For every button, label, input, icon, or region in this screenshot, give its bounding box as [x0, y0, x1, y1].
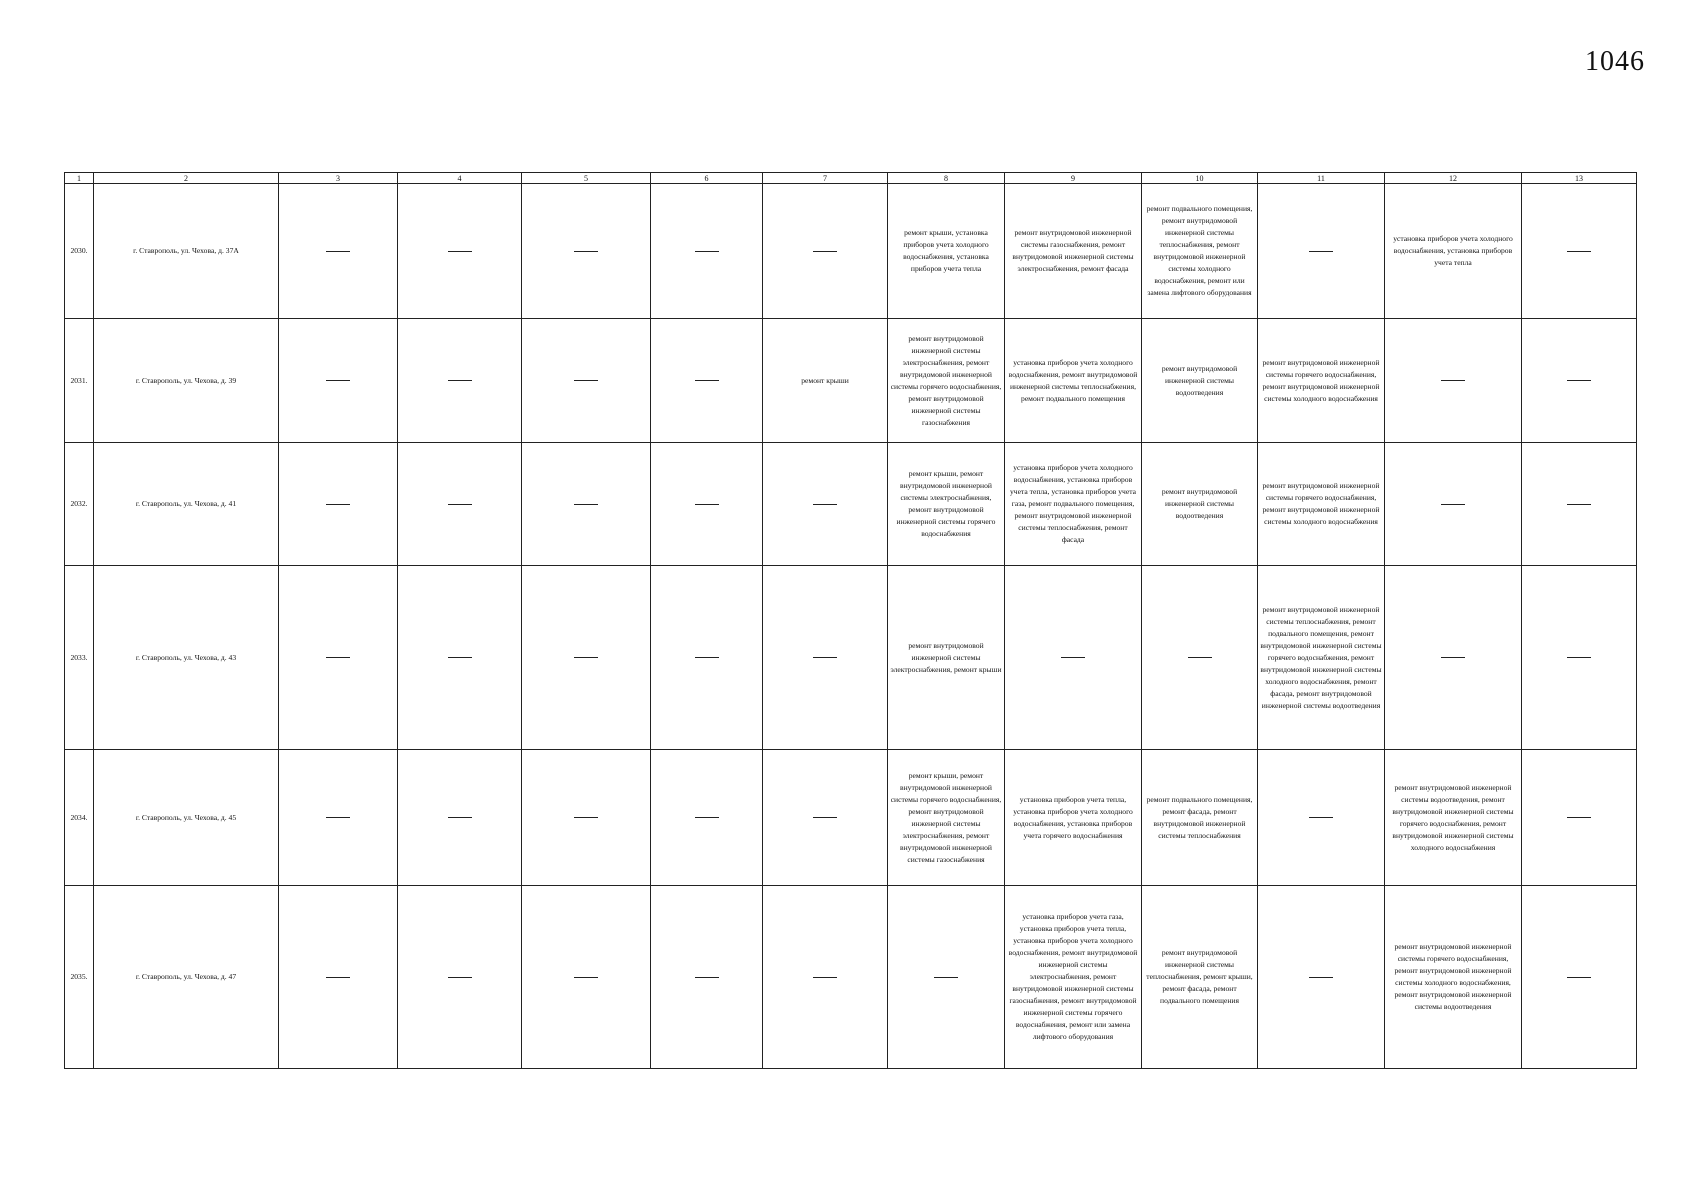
empty-dash — [574, 504, 598, 505]
cell-col-5 — [522, 750, 651, 886]
cell-col-13 — [1522, 886, 1637, 1069]
column-number-6: 6 — [651, 173, 763, 184]
cell-col-12 — [1385, 443, 1522, 566]
empty-dash — [1441, 380, 1465, 381]
cell-col-12: установка приборов учета холодного водоснабжения, установка приборов учета тепла — [1385, 184, 1522, 319]
empty-dash — [695, 977, 719, 978]
cell-col-4 — [398, 566, 522, 750]
cell-col-9: ремонт внутридомовой инженерной системы газоснабжения, ремонт внутридомовой инженерной системы электроснабжения, ремонт фасада — [1005, 184, 1142, 319]
cell-col-11: ремонт внутридомовой инженерной системы теплоснабжения, ремонт подвального помещения, ремонт внутридомовой инженерной системы горячего водоснабжения, ремонт внутридомовой инженерной системы холодного водоснабжения, ремонт фасада, ремонт внутридомовой инженерной системы водоотведения — [1258, 566, 1385, 750]
empty-dash — [574, 977, 598, 978]
cell-col-8: ремонт крыши, установка приборов учета холодного водоснабжения, установка приборов учета тепла — [888, 184, 1005, 319]
empty-dash — [813, 977, 837, 978]
cell-col-6 — [651, 886, 763, 1069]
empty-dash — [326, 251, 350, 252]
cell-col-10: ремонт подвального помещения, ремонт фасада, ремонт внутридомовой инженерной системы теплоснабжения — [1142, 750, 1258, 886]
cell-col-8: ремонт внутридомовой инженерной системы электроснабжения, ремонт внутридомовой инженерной системы горячего водоснабжения, ремонт внутридомовой инженерной системы газоснабжения — [888, 319, 1005, 443]
empty-dash — [448, 817, 472, 818]
cell-col-4 — [398, 319, 522, 443]
empty-dash — [934, 977, 958, 978]
cell-col-4 — [398, 750, 522, 886]
row-address: г. Ставрополь, ул. Чехова, д. 41 — [94, 443, 279, 566]
cell-col-11 — [1258, 184, 1385, 319]
column-number-10: 10 — [1142, 173, 1258, 184]
cell-col-3 — [279, 566, 398, 750]
cell-col-3 — [279, 750, 398, 886]
empty-dash — [813, 251, 837, 252]
empty-dash — [448, 251, 472, 252]
row-number: 2034. — [65, 750, 94, 886]
column-number-13: 13 — [1522, 173, 1637, 184]
empty-dash — [695, 251, 719, 252]
cell-col-3 — [279, 886, 398, 1069]
empty-dash — [1567, 504, 1591, 505]
cell-col-13 — [1522, 566, 1637, 750]
cell-col-6 — [651, 184, 763, 319]
empty-dash — [448, 657, 472, 658]
cell-col-12 — [1385, 319, 1522, 443]
column-number-11: 11 — [1258, 173, 1385, 184]
cell-col-8 — [888, 886, 1005, 1069]
empty-dash — [695, 504, 719, 505]
cell-col-13 — [1522, 184, 1637, 319]
cell-col-5 — [522, 566, 651, 750]
empty-dash — [326, 380, 350, 381]
column-number-8: 8 — [888, 173, 1005, 184]
cell-col-11 — [1258, 886, 1385, 1069]
empty-dash — [326, 817, 350, 818]
cell-col-12: ремонт внутридомовой инженерной системы горячего водоснабжения, ремонт внутридомовой инженерной системы холодного водоснабжения, ремонт внутридомовой инженерной системы водоотведения — [1385, 886, 1522, 1069]
cell-col-9: установка приборов учета тепла, установка приборов учета холодного водоснабжения, установка приборов учета горячего водоснабжения — [1005, 750, 1142, 886]
empty-dash — [1309, 251, 1333, 252]
empty-dash — [1188, 657, 1212, 658]
cell-col-6 — [651, 750, 763, 886]
empty-dash — [574, 380, 598, 381]
empty-dash — [1061, 657, 1085, 658]
empty-dash — [813, 504, 837, 505]
column-number-4: 4 — [398, 173, 522, 184]
cell-col-5 — [522, 184, 651, 319]
cell-col-7 — [763, 184, 888, 319]
table-row — [65, 750, 1637, 886]
cell-col-9: установка приборов учета холодного водоснабжения, установка приборов учета тепла, установка приборов учета газа, ремонт подвального помещения, ремонт внутридомовой инженерной системы теплоснабжения, ремонт фасада — [1005, 443, 1142, 566]
empty-dash — [813, 817, 837, 818]
cell-col-7 — [763, 566, 888, 750]
cell-col-4 — [398, 184, 522, 319]
cell-col-7 — [763, 750, 888, 886]
empty-dash — [1309, 977, 1333, 978]
cell-col-13 — [1522, 443, 1637, 566]
empty-dash — [448, 380, 472, 381]
cell-col-3 — [279, 184, 398, 319]
empty-dash — [326, 657, 350, 658]
cell-col-11: ремонт внутридомовой инженерной системы горячего водоснабжения, ремонт внутридомовой инженерной системы холодного водоснабжения — [1258, 443, 1385, 566]
table-row — [65, 319, 1637, 443]
empty-dash — [326, 504, 350, 505]
cell-col-9 — [1005, 566, 1142, 750]
cell-col-8: ремонт крыши, ремонт внутридомовой инженерной системы горячего водоснабжения, ремонт внутридомовой инженерной системы электроснабжения, ремонт внутридомовой инженерной системы газоснабжения — [888, 750, 1005, 886]
row-address: г. Ставрополь, ул. Чехова, д. 47 — [94, 886, 279, 1069]
table-body — [65, 173, 1637, 1069]
cell-col-5 — [522, 443, 651, 566]
cell-col-13 — [1522, 319, 1637, 443]
cell-col-6 — [651, 319, 763, 443]
cell-col-8: ремонт крыши, ремонт внутридомовой инженерной системы электроснабжения, ремонт внутридомовой инженерной системы горячего водоснабжения — [888, 443, 1005, 566]
cell-col-11: ремонт внутридомовой инженерной системы горячего водоснабжения, ремонт внутридомовой инженерной системы холодного водоснабжения — [1258, 319, 1385, 443]
column-number-2: 2 — [94, 173, 279, 184]
row-number: 2035. — [65, 886, 94, 1069]
page-number: 1046 — [1585, 46, 1645, 77]
row-address: г. Ставрополь, ул. Чехова, д. 43 — [94, 566, 279, 750]
cell-col-7 — [763, 886, 888, 1069]
cell-col-12: ремонт внутридомовой инженерной системы водоотведения, ремонт внутридомовой инженерной системы горячего водоснабжения, ремонт внутридомовой инженерной системы холодного водоснабжения — [1385, 750, 1522, 886]
empty-dash — [1567, 817, 1591, 818]
empty-dash — [1567, 657, 1591, 658]
repair-schedule-table — [64, 172, 1637, 1069]
empty-dash — [1441, 657, 1465, 658]
cell-col-9: установка приборов учета газа, установка приборов учета тепла, установка приборов учета холодного водоснабжения, ремонт внутридомовой инженерной системы электроснабжения, ремонт внутридомовой инженерной системы газоснабжения, ремонт внутридомовой инженерной системы горячего водоснабжения, ремонт или замена лифтового оборудования — [1005, 886, 1142, 1069]
empty-dash — [448, 504, 472, 505]
cell-col-10: ремонт подвального помещения, ремонт внутридомовой инженерной системы теплоснабжения, ремонт внутридомовой инженерной системы холодного водоснабжения, ремонт или замена лифтового оборудования — [1142, 184, 1258, 319]
row-address: г. Ставрополь, ул. Чехова, д. 39 — [94, 319, 279, 443]
row-number: 2033. — [65, 566, 94, 750]
empty-dash — [695, 657, 719, 658]
cell-col-10: ремонт внутридомовой инженерной системы водоотведения — [1142, 319, 1258, 443]
column-number-7: 7 — [763, 173, 888, 184]
cell-col-4 — [398, 886, 522, 1069]
cell-col-9: установка приборов учета холодного водоснабжения, ремонт внутридомовой инженерной системы теплоснабжения, ремонт подвального помещения — [1005, 319, 1142, 443]
cell-col-4 — [398, 443, 522, 566]
cell-col-5 — [522, 886, 651, 1069]
cell-col-7: ремонт крыши — [763, 319, 888, 443]
cell-col-10: ремонт внутридомовой инженерной системы водоотведения — [1142, 443, 1258, 566]
empty-dash — [813, 657, 837, 658]
empty-dash — [448, 977, 472, 978]
column-number-9: 9 — [1005, 173, 1142, 184]
table-row — [65, 566, 1637, 750]
cell-col-8: ремонт внутридомовой инженерной системы электроснабжения, ремонт крыши — [888, 566, 1005, 750]
row-number: 2031. — [65, 319, 94, 443]
cell-col-11 — [1258, 750, 1385, 886]
column-number-5: 5 — [522, 173, 651, 184]
cell-col-7 — [763, 443, 888, 566]
empty-dash — [1567, 977, 1591, 978]
cell-col-6 — [651, 443, 763, 566]
table-row — [65, 886, 1637, 1069]
row-address: г. Ставрополь, ул. Чехова, д. 45 — [94, 750, 279, 886]
empty-dash — [1567, 380, 1591, 381]
empty-dash — [695, 817, 719, 818]
column-number-row — [65, 173, 1637, 184]
row-number: 2032. — [65, 443, 94, 566]
column-number-1: 1 — [65, 173, 94, 184]
cell-col-6 — [651, 566, 763, 750]
empty-dash — [326, 977, 350, 978]
empty-dash — [695, 380, 719, 381]
column-number-12: 12 — [1385, 173, 1522, 184]
cell-col-5 — [522, 319, 651, 443]
empty-dash — [574, 657, 598, 658]
table-row — [65, 184, 1637, 319]
cell-col-3 — [279, 319, 398, 443]
cell-col-3 — [279, 443, 398, 566]
row-number: 2030. — [65, 184, 94, 319]
cell-col-10 — [1142, 566, 1258, 750]
empty-dash — [1309, 817, 1333, 818]
cell-col-13 — [1522, 750, 1637, 886]
cell-col-12 — [1385, 566, 1522, 750]
cell-col-10: ремонт внутридомовой инженерной системы теплоснабжения, ремонт крыши, ремонт фасада, ремонт подвального помещения — [1142, 886, 1258, 1069]
table-row — [65, 443, 1637, 566]
empty-dash — [1567, 251, 1591, 252]
empty-dash — [574, 251, 598, 252]
row-address: г. Ставрополь, ул. Чехова, д. 37А — [94, 184, 279, 319]
empty-dash — [574, 817, 598, 818]
empty-dash — [1441, 504, 1465, 505]
column-number-3: 3 — [279, 173, 398, 184]
